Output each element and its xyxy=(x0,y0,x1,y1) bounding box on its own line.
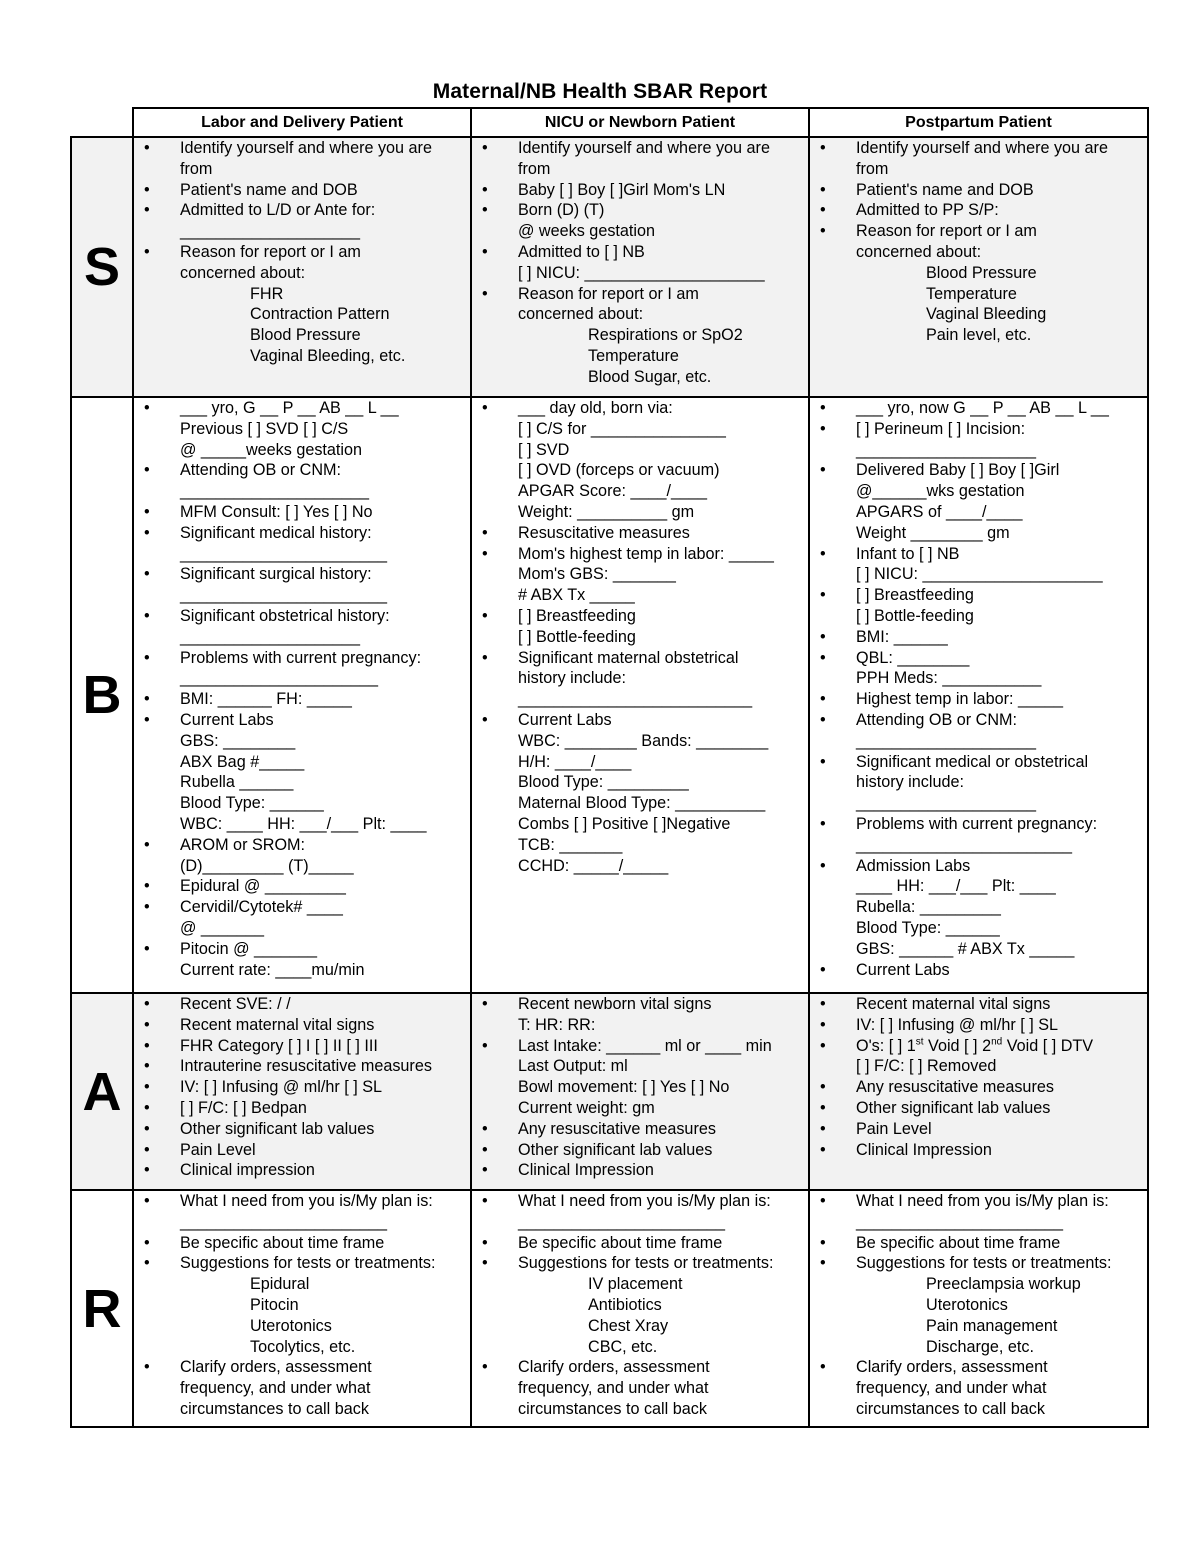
bullet-item: • Identify yourself and where you are xyxy=(134,138,470,159)
bullet-continuation: APGAR Score: ____/____ xyxy=(518,482,707,501)
cell-b-nicu xyxy=(471,397,809,993)
bullet-continuation: Weight ________ gm xyxy=(856,523,1010,542)
bullet-item: • Significant medical or obstetrical xyxy=(810,752,1147,773)
bullet-continuation: Blood Type: _________ xyxy=(518,773,689,792)
bullet-list xyxy=(472,1191,808,1420)
bullet-list xyxy=(472,138,808,388)
bullet-continuation: [ ] F/C: [ ] Removed xyxy=(856,1057,997,1076)
bullet-continuation: frequency, and under what xyxy=(180,1379,371,1398)
bullet-continuation: from xyxy=(518,159,551,178)
letter-b: B xyxy=(71,397,133,993)
bullet-item: • Significant obstetrical history: xyxy=(134,606,470,627)
letter-r: R xyxy=(71,1190,133,1427)
bullet-continuation: ____ HH: ___/___ Plt: ____ xyxy=(856,877,1056,896)
bullet-item: • Patient's name and DOB xyxy=(134,180,470,201)
cell-a-labor xyxy=(133,993,471,1190)
bullet-item: • Patient's name and DOB xyxy=(810,180,1147,201)
bullet-item: • Clinical Impression xyxy=(472,1160,808,1181)
bullet-list xyxy=(810,1191,1147,1420)
sbar-table xyxy=(70,107,1149,1428)
sub-bullet-item: Epidural xyxy=(250,1275,310,1294)
bullet-item: • Clarify orders, assessment xyxy=(134,1357,470,1378)
bullet-item: • Current Labs xyxy=(134,710,470,731)
bullet-item: • Significant maternal obstetrical xyxy=(472,648,808,669)
bullet-list xyxy=(134,994,470,1181)
bullet-continuation: Bowl movement: [ ] Yes [ ] No xyxy=(518,1078,730,1097)
bullet-item: • MFM Consult: [ ] Yes [ ] No xyxy=(134,502,470,523)
bullet-item: • O's: [ ] 1st Void [ ] 2nd Void [ ] DTV xyxy=(810,1036,1147,1057)
bullet-continuation: concerned about: xyxy=(856,242,982,261)
bullet-item: • Any resuscitative measures xyxy=(810,1077,1147,1098)
bullet-item: • Problems with current pregnancy: xyxy=(134,648,470,669)
bullet-item: • Infant to [ ] NB xyxy=(810,544,1147,565)
bullet-continuation: history include: xyxy=(856,773,964,792)
bullet-item: • Other significant lab values xyxy=(472,1140,808,1161)
sub-bullet-item: Discharge, etc. xyxy=(926,1337,1034,1356)
bullet-continuation: ____________________ xyxy=(180,222,361,241)
bullet-continuation: GBS: ________ xyxy=(180,731,296,750)
bullet-continuation: from xyxy=(180,159,213,178)
bullet-continuation: ____________________ xyxy=(856,731,1037,750)
cell-s-labor xyxy=(133,137,471,397)
bullet-item: • What I need from you is/My plan is: xyxy=(134,1191,470,1212)
bullet-continuation: ____________________ xyxy=(856,794,1037,813)
bullet-continuation: ______________________ xyxy=(180,669,379,688)
bullet-item: • Clinical Impression xyxy=(810,1140,1147,1161)
bullet-item: • Intrauterine resuscitative measures xyxy=(134,1056,470,1077)
bullet-item: • Baby [ ] Boy [ ]Girl Mom's LN xyxy=(472,180,808,201)
bullet-item: • Highest temp in labor: _____ xyxy=(810,689,1147,710)
bullet-item: • Admitted to PP S/P: xyxy=(810,200,1147,221)
sub-bullet-item: Tocolytics, etc. xyxy=(250,1337,356,1356)
cell-a-postpartum xyxy=(809,993,1148,1190)
bullet-item: • Resuscitative measures xyxy=(472,523,808,544)
bullet-item: • BMI: ______ xyxy=(810,627,1147,648)
bullet-item: • Admitted to L/D or Ante for: xyxy=(134,200,470,221)
bullet-item: • IV: [ ] Infusing @ ml/hr [ ] SL xyxy=(810,1015,1147,1036)
bullet-continuation: _______________________ xyxy=(518,1212,726,1231)
sub-bullet-item: Pain management xyxy=(926,1316,1058,1335)
bullet-item: • BMI: ______ FH: _____ xyxy=(134,689,470,710)
sub-bullet-item: FHR xyxy=(250,284,284,303)
bullet-continuation: [ ] Bottle-feeding xyxy=(518,627,636,646)
bullet-item: • Attending OB or CNM: xyxy=(810,710,1147,731)
bullet-list xyxy=(134,1191,470,1420)
cell-a-nicu xyxy=(471,993,809,1190)
bullet-item: • Pain Level xyxy=(810,1119,1147,1140)
bullet-continuation: @______wks gestation xyxy=(856,482,1025,501)
bullet-continuation: _______________________ xyxy=(856,1212,1064,1231)
bullet-continuation: ____________________ xyxy=(180,627,361,646)
bullet-continuation: WBC: ________ Bands: ________ xyxy=(518,731,769,750)
bullet-item: • Reason for report or I am xyxy=(810,221,1147,242)
bullet-item: • [ ] Perineum [ ] Incision: xyxy=(810,419,1147,440)
bullet-continuation: Blood Type: ______ xyxy=(180,794,324,813)
bullet-continuation: concerned about: xyxy=(180,263,306,282)
bullet-item: • Last Intake: ______ ml or ____ min xyxy=(472,1036,808,1057)
cell-b-postpartum xyxy=(809,397,1148,993)
bullet-continuation: [ ] Bottle-feeding xyxy=(856,606,974,625)
bullet-item: • QBL: ________ xyxy=(810,648,1147,669)
sub-bullet-item: Temperature xyxy=(588,346,679,365)
row-background xyxy=(71,397,1148,993)
sub-bullet-item: Uterotonics xyxy=(250,1316,332,1335)
bullet-item: • ___ yro, G __ P __ AB __ L __ xyxy=(134,398,470,419)
bullet-continuation: Mom's GBS: _______ xyxy=(518,565,676,584)
bullet-item: • Clarify orders, assessment xyxy=(810,1357,1147,1378)
bullet-continuation: @ _____weeks gestation xyxy=(180,440,363,459)
bullet-item: • [ ] Breastfeeding xyxy=(810,585,1147,606)
bullet-item: • ___ yro, now G __ P __ AB __ L __ xyxy=(810,398,1147,419)
bullet-continuation: Rubella ______ xyxy=(180,773,294,792)
cell-r-nicu xyxy=(471,1190,809,1427)
column-header-row xyxy=(71,108,1148,137)
bullet-item: • Delivered Baby [ ] Boy [ ]Girl xyxy=(810,460,1147,481)
bullet-item: • [ ] F/C: [ ] Bedpan xyxy=(134,1098,470,1119)
bullet-continuation: history include: xyxy=(518,669,626,688)
sub-bullet-item: Preeclampsia workup xyxy=(926,1275,1081,1294)
bullet-item: • Current Labs xyxy=(472,710,808,731)
bullet-item: • Be specific about time frame xyxy=(810,1233,1147,1254)
bullet-continuation: Blood Type: ______ xyxy=(856,918,1000,937)
bullet-continuation: Last Output: ml xyxy=(518,1057,628,1076)
bullet-item: • Epidural @ _________ xyxy=(134,876,470,897)
bullet-item: • Be specific about time frame xyxy=(472,1233,808,1254)
bullet-list xyxy=(810,138,1147,346)
bullet-continuation: Previous [ ] SVD [ ] C/S xyxy=(180,419,349,438)
bullet-item: • Be specific about time frame xyxy=(134,1233,470,1254)
bullet-item: • Recent maternal vital signs xyxy=(810,994,1147,1015)
bullet-item: • Significant medical history: xyxy=(134,523,470,544)
row-assessment xyxy=(71,993,1148,1190)
sub-bullet-item: Antibiotics xyxy=(588,1295,662,1314)
bullet-continuation: ________________________ xyxy=(856,835,1073,854)
bullet-continuation: [ ] NICU: ____________________ xyxy=(856,565,1103,584)
bullet-continuation: __________________________ xyxy=(518,690,753,709)
bullet-continuation: T: HR: RR: xyxy=(518,1015,596,1034)
bullet-item: • Current Labs xyxy=(810,960,1147,981)
bullet-item: • Clinical impression xyxy=(134,1160,470,1181)
bullet-continuation: concerned about: xyxy=(518,305,644,324)
bullet-continuation: circumstances to call back xyxy=(518,1399,707,1418)
sub-bullet-item: Vaginal Bleeding xyxy=(926,305,1047,324)
row-recommendation xyxy=(71,1190,1148,1427)
bullet-item: • Other significant lab values xyxy=(134,1119,470,1140)
bullet-item: • Clarify orders, assessment xyxy=(472,1357,808,1378)
bullet-list xyxy=(472,994,808,1181)
bullet-continuation: _____________________ xyxy=(180,482,370,501)
bullet-list xyxy=(134,398,470,980)
bullet-item: • [ ] Breastfeeding xyxy=(472,606,808,627)
bullet-continuation: Rubella: _________ xyxy=(856,898,1001,917)
cell-r-labor xyxy=(133,1190,471,1427)
bullet-item: • Admitted to [ ] NB xyxy=(472,242,808,263)
bullet-item: • Recent maternal vital signs xyxy=(134,1015,470,1036)
bullet-continuation: @ _______ xyxy=(180,918,264,937)
cell-r-postpartum xyxy=(809,1190,1148,1427)
bullet-continuation: H/H: ____/____ xyxy=(518,752,632,771)
bullet-item: • What I need from you is/My plan is: xyxy=(472,1191,808,1212)
sub-bullet-item: Pitocin xyxy=(250,1295,299,1314)
bullet-item: • Recent newborn vital signs xyxy=(472,994,808,1015)
bullet-item: • Attending OB or CNM: xyxy=(134,460,470,481)
bullet-item: • AROM or SROM: xyxy=(134,835,470,856)
bullet-continuation: # ABX Tx _____ xyxy=(518,586,635,605)
bullet-item: • IV: [ ] Infusing @ ml/hr [ ] SL xyxy=(134,1077,470,1098)
bullet-item: • Reason for report or I am xyxy=(134,242,470,263)
sub-bullet-item: Contraction Pattern xyxy=(250,305,390,324)
bullet-continuation: Combs [ ] Positive [ ]Negative xyxy=(518,814,731,833)
bullet-list xyxy=(810,398,1147,980)
bullet-continuation: GBS: ______ # ABX Tx _____ xyxy=(856,939,1075,958)
bullet-item: • What I need from you is/My plan is: xyxy=(810,1191,1147,1212)
bullet-continuation: frequency, and under what xyxy=(856,1379,1047,1398)
bullet-continuation: APGARS of ____/____ xyxy=(856,502,1023,521)
bullet-continuation: CCHD: _____/_____ xyxy=(518,856,669,875)
sub-bullet-item: Pain level, etc. xyxy=(926,326,1032,345)
bullet-continuation: from xyxy=(856,159,889,178)
sub-bullet-item: Chest Xray xyxy=(588,1316,669,1335)
bullet-continuation: _______________________ xyxy=(180,544,388,563)
bullet-list xyxy=(134,138,470,367)
bullet-item: • FHR Category [ ] I [ ] II [ ] III xyxy=(134,1036,470,1057)
bullet-continuation: circumstances to call back xyxy=(856,1399,1045,1418)
sub-bullet-item: CBC, etc. xyxy=(588,1337,658,1356)
sub-bullet-item: Blood Sugar, etc. xyxy=(588,367,712,386)
page-title: Maternal/NB Health SBAR Report xyxy=(432,80,768,103)
bullet-continuation: ABX Bag #_____ xyxy=(180,752,305,771)
bullet-continuation: @ weeks gestation xyxy=(518,222,656,241)
bullet-item: • Any resuscitative measures xyxy=(472,1119,808,1140)
bullet-item: • Suggestions for tests or treatments: xyxy=(472,1253,808,1274)
bullet-list xyxy=(472,398,808,876)
bullet-continuation: TCB: _______ xyxy=(518,835,623,854)
bullet-item: • Significant surgical history: xyxy=(134,564,470,585)
sub-bullet-item: Blood Pressure xyxy=(250,326,361,345)
bullet-continuation: circumstances to call back xyxy=(180,1399,369,1418)
bullet-continuation: [ ] SVD xyxy=(518,440,570,459)
bullet-continuation: _______________________ xyxy=(180,1212,388,1231)
bullet-item: • ___ day old, born via: xyxy=(472,398,808,419)
sub-bullet-item: Blood Pressure xyxy=(926,263,1037,282)
sub-bullet-item: Respirations or SpO2 xyxy=(588,326,743,345)
bullet-continuation: ____________________ xyxy=(856,440,1037,459)
bullet-continuation: Current rate: ____mu/min xyxy=(180,960,365,979)
sub-bullet-item: Temperature xyxy=(926,284,1017,303)
bullet-item: • Identify yourself and where you are xyxy=(472,138,808,159)
bullet-continuation: PPH Meds: ___________ xyxy=(856,669,1042,688)
bullet-continuation: [ ] NICU: ____________________ xyxy=(518,263,765,282)
bullet-item: • Admission Labs xyxy=(810,856,1147,877)
bullet-continuation: Weight: __________ gm xyxy=(518,502,695,521)
bullet-item: • Pain Level xyxy=(134,1140,470,1161)
bullet-item: • Cervidil/Cytotek# ____ xyxy=(134,897,470,918)
letter-a: A xyxy=(71,993,133,1190)
sub-bullet-item: Uterotonics xyxy=(926,1295,1008,1314)
letter-s: S xyxy=(71,137,133,397)
bullet-item: • Suggestions for tests or treatments: xyxy=(134,1253,470,1274)
bullet-continuation: (D)_________ (T)_____ xyxy=(180,856,354,875)
cell-s-postpartum xyxy=(809,137,1148,397)
bullet-item: • Mom's highest temp in labor: _____ xyxy=(472,544,808,565)
bullet-item: • Reason for report or I am xyxy=(472,284,808,305)
bullet-item: • Pitocin @ _______ xyxy=(134,939,470,960)
row-situation xyxy=(71,137,1148,397)
bullet-item: • Identify yourself and where you are xyxy=(810,138,1147,159)
bullet-item: • Problems with current pregnancy: xyxy=(810,814,1147,835)
bullet-continuation: Current weight: gm xyxy=(518,1098,655,1117)
bullet-item: • Suggestions for tests or treatments: xyxy=(810,1253,1147,1274)
bullet-item: • Other significant lab values xyxy=(810,1098,1147,1119)
cell-s-nicu xyxy=(471,137,809,397)
bullet-continuation: [ ] C/S for _______________ xyxy=(518,419,726,438)
sub-bullet-item: IV placement xyxy=(588,1275,683,1294)
cell-b-labor xyxy=(133,397,471,993)
bullet-continuation: Maternal Blood Type: __________ xyxy=(518,794,766,813)
bullet-continuation: _______________________ xyxy=(180,586,388,605)
bullet-item: • Born (D) (T) xyxy=(472,200,808,221)
column-header-nicu-newborn: NICU or Newborn Patient xyxy=(471,108,809,137)
column-header-postpartum: Postpartum Patient xyxy=(809,108,1148,137)
bullet-continuation: frequency, and under what xyxy=(518,1379,709,1398)
bullet-list xyxy=(810,994,1147,1160)
bullet-continuation: [ ] OVD (forceps or vacuum) xyxy=(518,461,720,480)
bullet-item: • Recent SVE: / / xyxy=(134,994,470,1015)
bullet-continuation: WBC: ____ HH: ___/___ Plt: ____ xyxy=(180,814,427,833)
column-header-labor-delivery: Labor and Delivery Patient xyxy=(133,108,471,137)
corner-cell xyxy=(71,108,133,137)
sub-bullet-item: Vaginal Bleeding, etc. xyxy=(250,346,406,365)
